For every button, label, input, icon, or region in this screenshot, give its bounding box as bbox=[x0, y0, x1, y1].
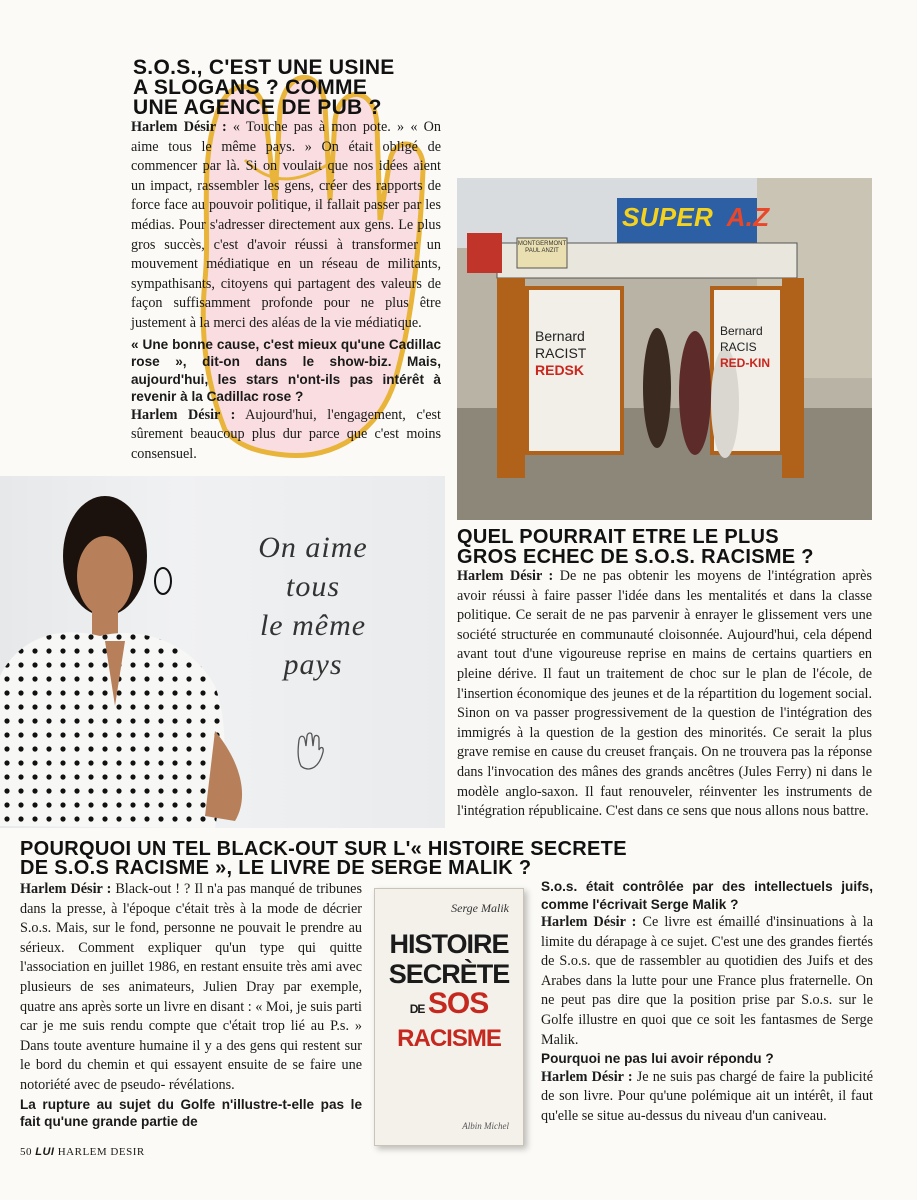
book-title-line: RACISME bbox=[397, 1025, 501, 1052]
section2-heading-line: GROS ECHEC DE S.O.S. RACISME ? bbox=[457, 546, 814, 568]
store-sign-right: A.Z bbox=[726, 202, 770, 232]
section1-heading-line: S.O.S., C'EST UNE USINE bbox=[133, 56, 395, 79]
magazine-name: LUI bbox=[35, 1146, 55, 1158]
speaker-label: Harlem Désir : bbox=[457, 568, 554, 584]
ad-caption bbox=[238, 528, 388, 684]
section2-heading bbox=[457, 527, 897, 567]
graffiti-left bbox=[535, 328, 586, 379]
section1-answer2: Aujourd'hui, l'engagement, c'est sûrement beaucoup plus dur parce que c'est moins consensuel. bbox=[131, 406, 441, 462]
store-sign bbox=[622, 202, 769, 233]
ad-caption-line: le même bbox=[259, 609, 367, 642]
section4-question1: S.o.s. était contrôlée par des intellectuels juifs, comme l'écrivait Serge Malik ? bbox=[541, 879, 873, 912]
book-title-line: SECRÈTE bbox=[388, 959, 510, 989]
book-publisher: Albin Michel bbox=[462, 1121, 509, 1131]
section4-answer2: Je ne suis pas chargé de faire la publicité de son livre. Pour qu'une polémique ait un intérêt, il faut qu'elle se situe au-dessus du niveau d'un caniveau. bbox=[541, 1068, 873, 1124]
section3-heading-line: POURQUOI UN TEL BLACK-OUT SUR L'« HISTOIRE SECRETE bbox=[20, 838, 627, 860]
section4-question2: Pourquoi ne pas lui avoir répondu ? bbox=[541, 1051, 774, 1067]
ad-caption-line: On aime bbox=[258, 531, 368, 564]
graffiti-line: Bernard bbox=[535, 328, 585, 344]
section1-text bbox=[131, 118, 441, 464]
bus-schedule-box: MONTGERMONT PAUL ANZIT bbox=[517, 241, 567, 254]
section3-heading bbox=[20, 840, 820, 878]
book-cover bbox=[374, 888, 524, 1146]
section1-question2: « Une bonne cause, c'est mieux qu'une Cadillac rose », dit-on dans le show-biz. Mais, aujourd'hui, les stars n'ont-ils pas intérêt à revenir à la Cadillac rose ? bbox=[131, 336, 441, 405]
page-number: 50 bbox=[20, 1146, 32, 1158]
speaker-label: Harlem Désir : bbox=[541, 914, 637, 930]
speaker-label: Harlem Désir : bbox=[131, 406, 236, 423]
graffiti-line: RACIS bbox=[720, 340, 757, 354]
graffiti-line: RACIST bbox=[535, 345, 587, 361]
book-title-line: DE bbox=[409, 1001, 425, 1016]
section1-answer1: « Touche pas à mon pote. » « On aime tous le même pays. » On était obligé de commencer par là. Si on voulait que nos idées aient un impact, rassembler les gens, créer des rapports de force face au pouvoir politique, il fallait passer par les médias. Pour s'adresser directement aux gens. Le plus gros succès, c'est d'avoir réussi à transformer un mouvement médiatique en un réseau de militants, sympathisants, citoyens qui partagent des valeurs de façon suffisamment profonde pour ne plus être justement à la merci des aléas de la vie médiatique. bbox=[131, 119, 441, 331]
section1-heading bbox=[133, 58, 453, 118]
section2-answer: De ne pas obtenir les moyens de l'intégration après avoir réussi à faire passer l'idée dans les mentalités et dans la classe politique. Ce serait de ne pas parvenir à enrayer le glissement vers une société structurée en communauté cloisonnée. Aujourd'hui, cela dépend avant tout d'une vigoureuse reprise en mains de certains quartiers en pleine dérive. Il faut un traitement de choc sur le plan de l'école, de l'insertion économique des jeunes et de la répartition du logement social. Sinon on va passer progressivement de la question de l'intégration des immigrés à la question de la gestion des minorités. Ce serait la plus grave remise en cause du creuset français. On ne trouvera pas la réponse dans l'invocation des mânes des grands ancêtres (Jules Ferry) ni dans le modèle anglo-saxon. Il faut renouveler, réinventer les instruments de l'intégration républicaine. C'est dans ce sens que nous allons nous battre. bbox=[457, 568, 873, 820]
ad-caption-line: pays bbox=[283, 648, 343, 681]
section1-heading-line: A SLOGANS ? COMME bbox=[133, 76, 368, 99]
speaker-label: Harlem Désir : bbox=[541, 1068, 633, 1085]
section4-text bbox=[541, 878, 873, 1126]
graffiti-line: RED-KIN bbox=[720, 356, 770, 370]
book-author: Serge Malik bbox=[451, 901, 509, 915]
page-footer bbox=[20, 1146, 145, 1158]
section1-heading-line: UNE AGENCE DE PUB ? bbox=[133, 96, 382, 119]
section2-text bbox=[457, 567, 872, 822]
ad-caption-line: tous bbox=[285, 570, 340, 603]
section3-question: La rupture au sujet du Golfe n'illustre-t-elle pas le fait qu'une grande partie de bbox=[20, 1096, 362, 1130]
book-title bbox=[385, 929, 513, 1054]
speaker-label: Harlem Désir : bbox=[131, 119, 227, 135]
book-title-row bbox=[385, 989, 513, 1024]
section3-heading-line: DE S.O.S RACISME », LE LIVRE DE SERGE MALIK ? bbox=[20, 857, 532, 879]
graffiti-line: Bernard bbox=[720, 324, 763, 338]
book-title-line: HISTOIRE bbox=[389, 929, 509, 959]
small-hand-icon bbox=[295, 730, 325, 770]
section3-text bbox=[20, 880, 362, 1131]
footer-title: HARLEM DESIR bbox=[57, 1146, 145, 1158]
book-title-line: SOS bbox=[427, 987, 489, 1020]
speaker-label: Harlem Désir : bbox=[20, 881, 112, 897]
graffiti-line: REDSK bbox=[535, 362, 585, 378]
section2-heading-line: QUEL POURRAIT ETRE LE PLUS bbox=[457, 526, 779, 548]
section3-answer: Black-out ! ? Il n'a pas manqué de tribunes dans la presse, à l'époque c'était très à la mode de décrier S.o.s. Mais, sur le fond, personne ne pouvait le prendre au sérieux. Comment expliquer qu'un type qui quitte l'association en juillet 1986, en restant ensuite très ami avec plusieurs de ses animateurs, Julien Dray par exemple, quatre ans après sorte un livre en disant : « Moi, je suis parti car je me suis rendu compte que c'était trop lié au P.s. » Dans toute aventure humaine il y a des gens qui restent sur le bord du chemin et qui essayent ensuite de se faire une notoriété avec de pseudo- révélations. bbox=[20, 881, 362, 1093]
store-sign-left: SUPER bbox=[622, 202, 714, 232]
bus-stop-photo bbox=[457, 178, 872, 520]
section4-answer1: Ce livre est émaillé d'insinuations à la limite du dérapage à ce sujet. C'est une des grandes fiertés de S.o.s. que de rassembler au quotidien des Juifs et des Arabes dans la lutte pour une France plus fraternelle. On ne peut pas dire que la position prise par S.o.s. sur le Golfe illustre en quoi que ce soit les fantasmes de Serge Malik. bbox=[541, 914, 873, 1048]
woman-ad-photo bbox=[0, 476, 445, 828]
graffiti-right bbox=[720, 323, 770, 371]
